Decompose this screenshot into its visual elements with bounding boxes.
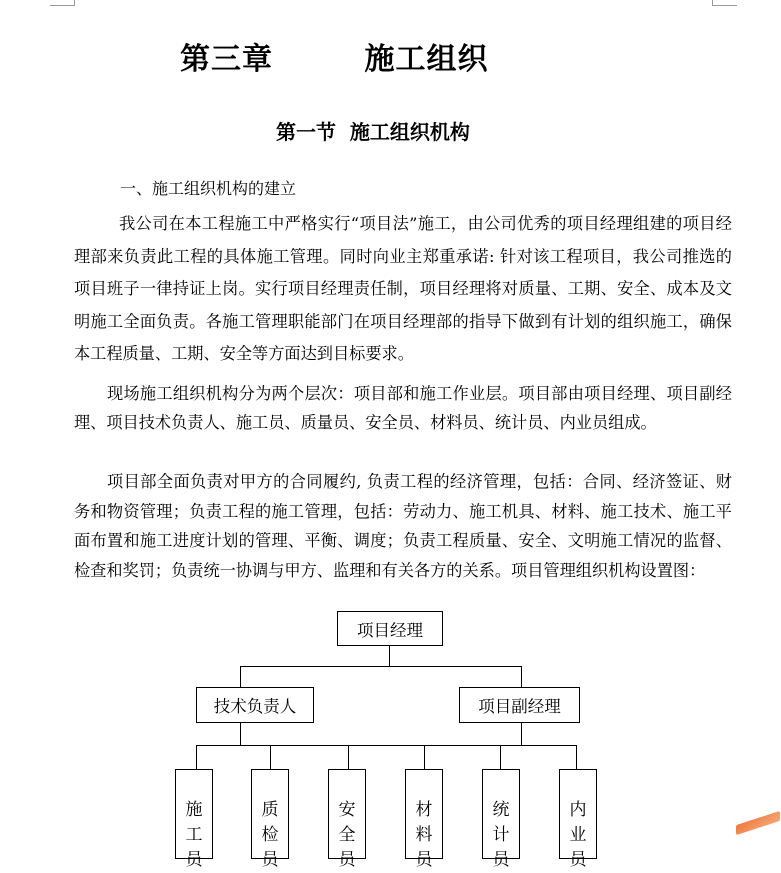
org-box-statistician: 统 计 员 bbox=[482, 769, 520, 859]
org-box-records-clerk: 内 业 员 bbox=[559, 769, 597, 859]
connector-line bbox=[521, 666, 522, 688]
org-box-deputy-manager: 项目副经理 bbox=[459, 687, 580, 723]
org-box-project-manager: 项目经理 bbox=[337, 611, 443, 646]
connector-line bbox=[240, 666, 522, 667]
connector-line bbox=[576, 745, 577, 770]
org-box-materials-officer: 材 料 员 bbox=[405, 769, 443, 859]
connector-line bbox=[196, 745, 577, 746]
page-corner-mark bbox=[712, 0, 737, 6]
org-box-construction-staff: 施 工 员 bbox=[175, 769, 213, 859]
org-box-technical-lead: 技术负责人 bbox=[196, 687, 314, 723]
org-box-safety-officer: 安 全 员 bbox=[328, 769, 366, 859]
connector-line bbox=[424, 745, 425, 770]
section-title: 第一节 施工组织机构 bbox=[276, 120, 470, 144]
subheading: 一、施工组织机构的建立 bbox=[120, 179, 297, 198]
connector-line bbox=[389, 646, 390, 667]
connector-line bbox=[348, 745, 349, 770]
connector-line bbox=[521, 723, 522, 746]
paragraph-1: 我公司在本工程施工中严格实行“项目法”施工，由公司优秀的项目经理组建的项目经理部来负责此工程的具体施工管理。同时向业主郑重承诺: 针对该工程项目，我公司推选的项目班子一律持证上岗。实行项目经理责任制，项目经理将对质量、工期、安全、成本及文明施工全面负责。各施工管理职能部门在项目经理部的指导下做到有计划的组织施工，确保本工程质量、工期、安全等方面达到目标要求。 bbox=[74, 214, 732, 364]
connector-line bbox=[240, 723, 241, 746]
connector-line bbox=[500, 745, 501, 770]
connector-line bbox=[196, 745, 197, 770]
org-box-quality-inspector: 质 检 员 bbox=[251, 769, 289, 859]
corner-decoration bbox=[736, 811, 780, 835]
paragraph-2: 现场施工组织机构分为两个层次：项目部和施工作业层。项目部由项目经理、项目副经理、项目技术负责人、施工员、质量员、安全员、材料员、统计员、内业员组成。 bbox=[74, 384, 732, 432]
paragraph-3: 项目部全面负责对甲方的合同履约, 负责工程的经济管理，包括：合同、经济签证、财务和物资管理；负责工程的施工管理，包括：劳动力、施工机具、材料、施工技术、施工平面布置和施工进度计划的管理、平衡、调度；负责工程质量、安全、文明施工情况的监督、检查和奖罚；负责统一协调与甲方、监理和有关各方的关系。项目管理组织机构设置图： bbox=[74, 472, 732, 580]
connector-line bbox=[270, 745, 271, 770]
connector-line bbox=[240, 666, 241, 688]
chapter-title: 第三章 施工组织 bbox=[180, 42, 489, 77]
page-corner-mark bbox=[50, 0, 75, 6]
